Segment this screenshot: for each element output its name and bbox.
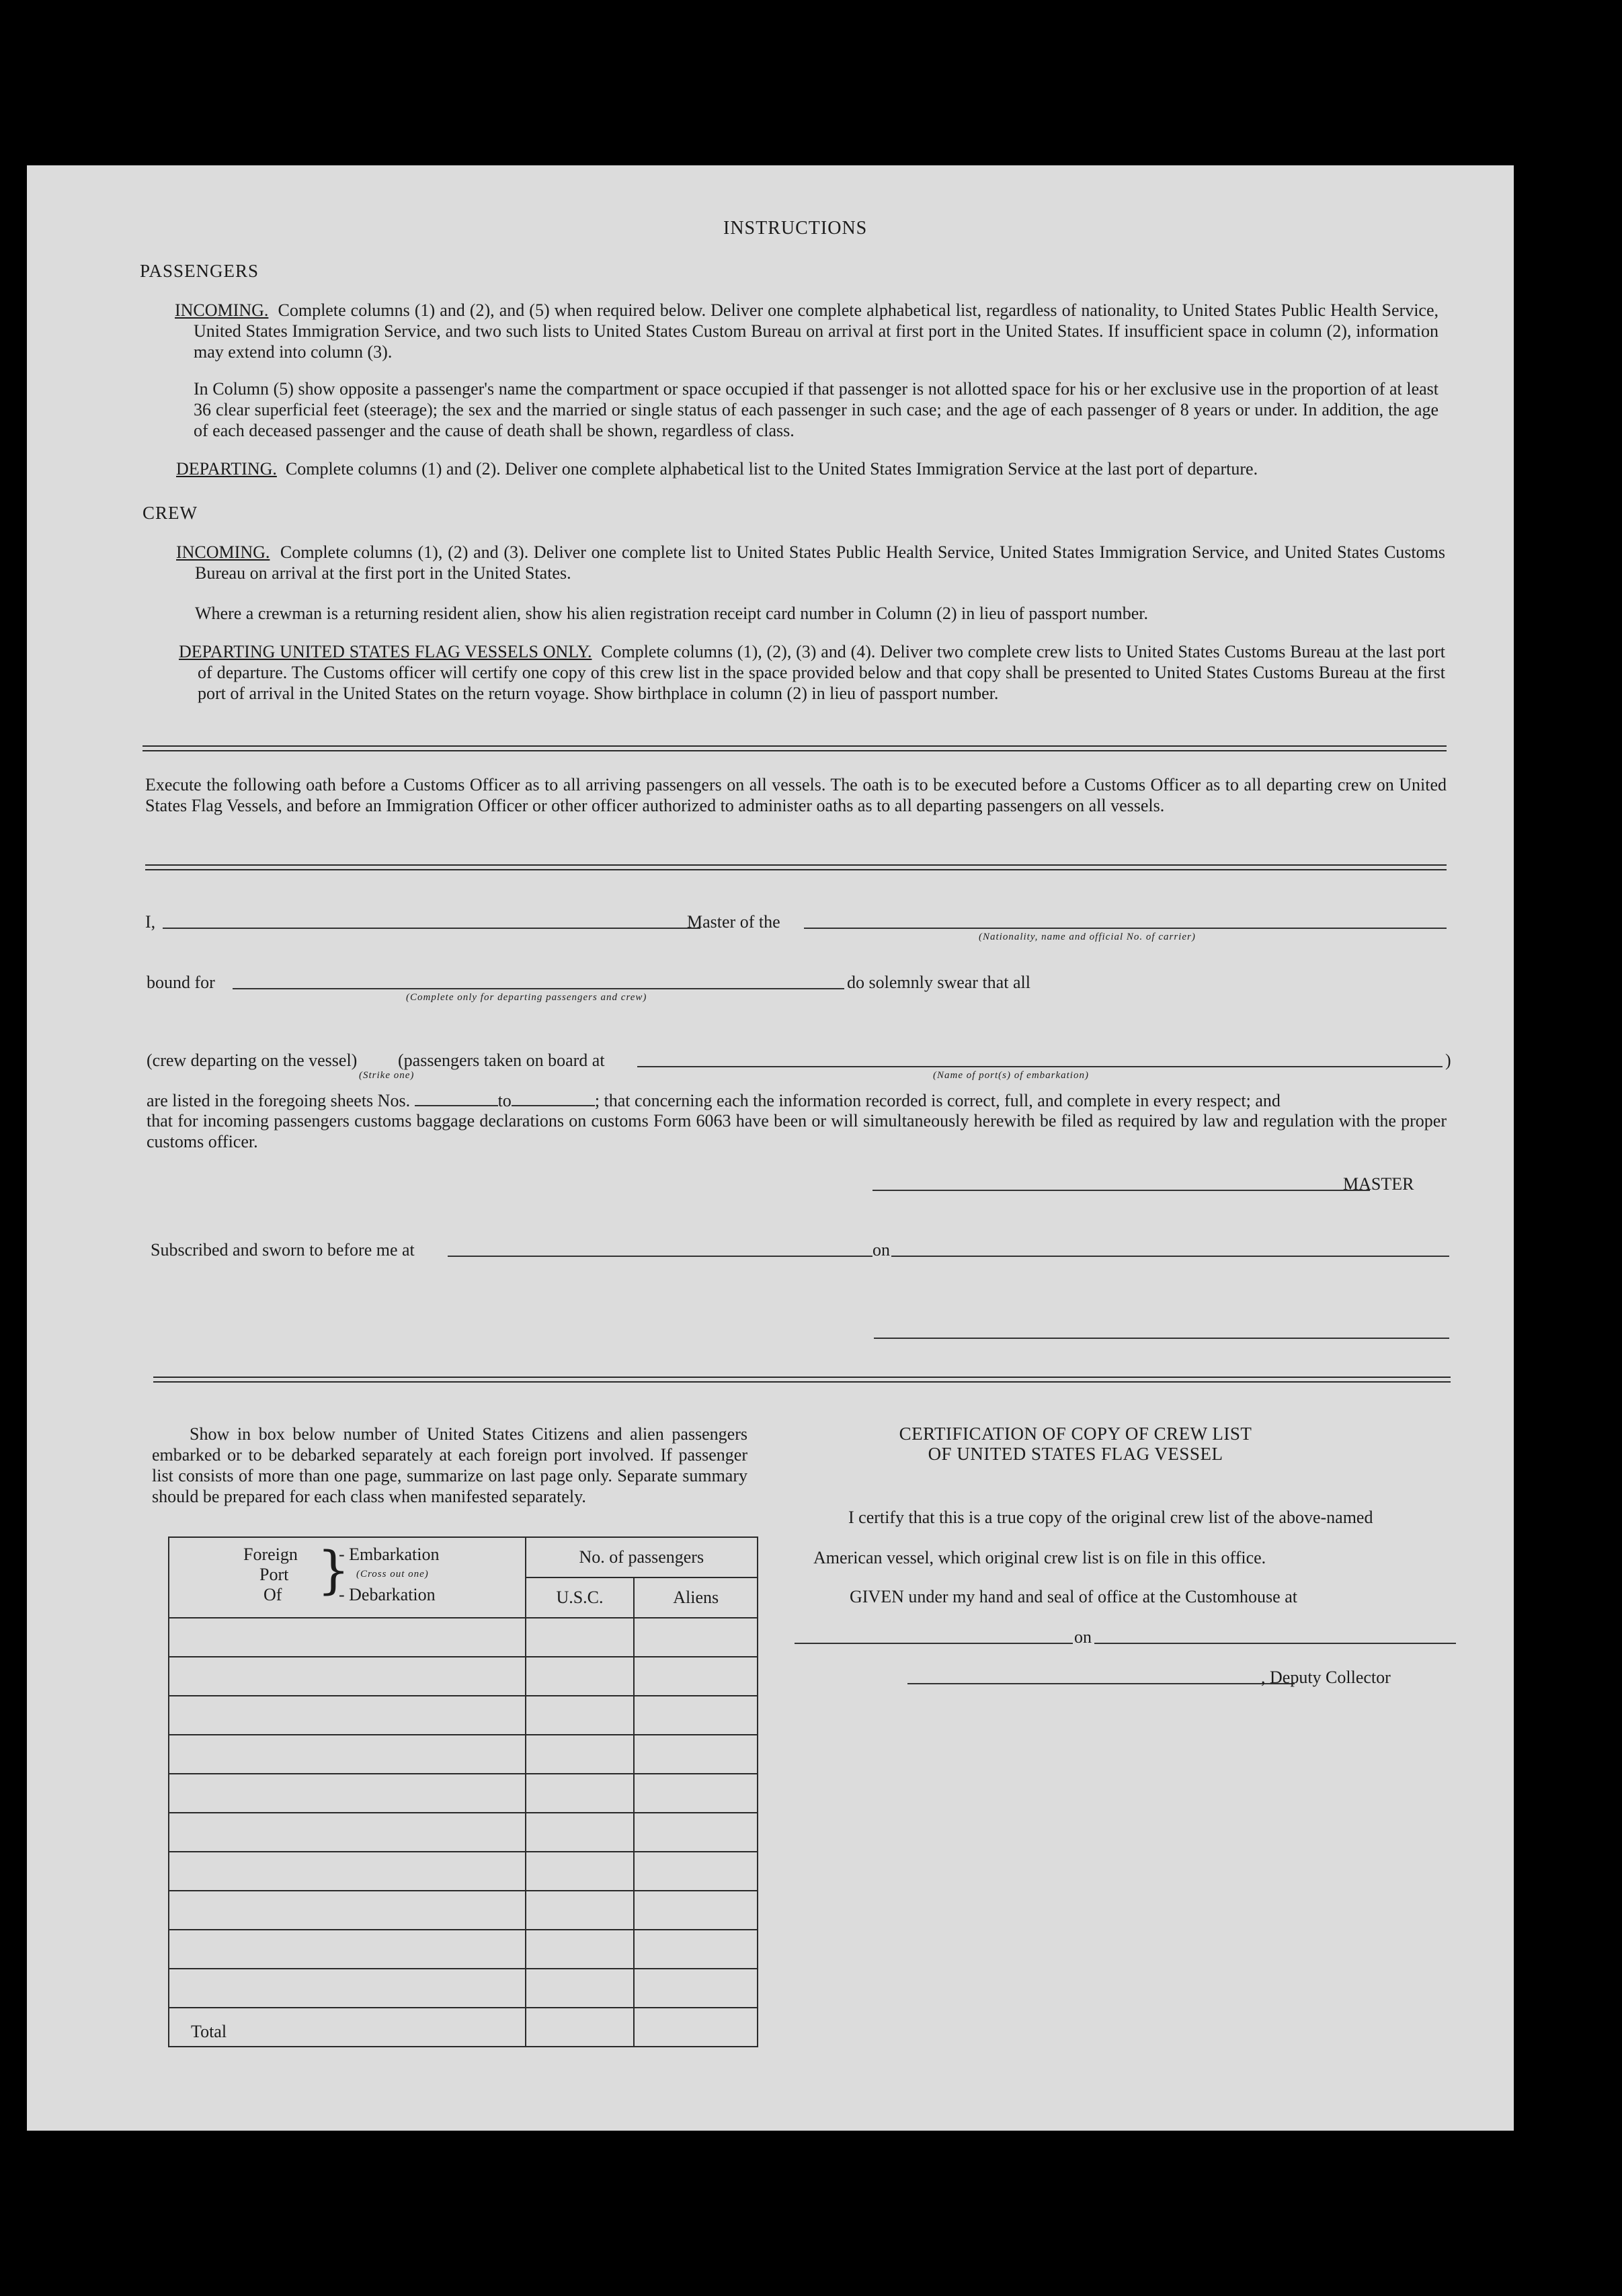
passengers-heading: PASSENGERS — [140, 261, 259, 281]
usc-cell[interactable] — [526, 1657, 635, 1696]
subscribed-label: Subscribed and sworn to before me at — [151, 1240, 415, 1260]
oath-i-label: I, — [145, 912, 156, 932]
deputy-collector-label: , Deputy Collector — [1261, 1668, 1391, 1687]
usc-cell[interactable] — [526, 1891, 635, 1930]
port-cell[interactable] — [169, 1735, 526, 1774]
crew-incoming-paragraph — [176, 542, 1445, 583]
table-row — [169, 1969, 758, 2008]
embarkation-port-line[interactable] — [637, 1066, 1443, 1067]
total-row — [169, 2008, 758, 2047]
usc-cell[interactable] — [526, 1696, 635, 1735]
passengers-departing-text: Complete columns (1) and (2). Deliver one complete alphabetical list to the United States Immigration Service at the last port of departure. — [285, 459, 1258, 479]
closing-paren: ) — [1445, 1051, 1451, 1070]
nationality-note: (Nationality, name and official No. of carrier) — [979, 932, 1196, 942]
aliens-cell[interactable] — [634, 1735, 758, 1774]
aliens-cell[interactable] — [634, 1813, 758, 1852]
strike-note: (Strike one) — [359, 1070, 415, 1081]
passengers-departing-paragraph — [176, 458, 1447, 479]
aliens-header: Aliens — [634, 1577, 758, 1618]
port-cell[interactable] — [169, 1618, 526, 1657]
passengers-taken-option: (passengers taken on board at — [398, 1051, 605, 1070]
to-label: to — [497, 1091, 512, 1110]
usc-cell[interactable] — [526, 1813, 635, 1852]
usc-cell[interactable] — [526, 1735, 635, 1774]
port-cell[interactable] — [169, 1813, 526, 1852]
sheet-from-line[interactable] — [415, 1092, 498, 1106]
master-name-line[interactable] — [163, 928, 700, 929]
crew-departing-paragraph — [179, 641, 1445, 704]
passengers-column5-paragraph: In Column (5) show opposite a passenger's name the compartment or space occupied if that passenger is not allotted space for his or her exclusive use in the proportion of at least 36 clear superficial feet (steerage); the sex and the married or single status of each passenger in such case; and the age of each passenger of 8 years or under. In addition, the age of each deceased passenger and the cause of death shall be shown, regardless of class. — [194, 379, 1438, 440]
of-label: Of — [263, 1585, 282, 1604]
crew-departing-text: Complete columns (1), (2), (3) and (4). Deliver two complete crew lists to United States Customs Bureau at the last port of departure. The Customs officer will certify one copy of this crew list in the space provided below and that copy shall be presented to United States Customs Bureau at the first port of arrival in the United States on the return voyage. Show birthplace in column (2) in lieu of passport number. — [198, 642, 1445, 703]
debarkation-label: - Debarkation — [339, 1585, 436, 1604]
certification-title-line-1: CERTIFICATION OF COPY OF CREW LIST — [899, 1424, 1252, 1444]
table-row — [169, 1930, 758, 1969]
master-of-label: Master of the — [687, 912, 780, 932]
sheet-to-line[interactable] — [512, 1092, 595, 1106]
port-cell[interactable] — [169, 1852, 526, 1891]
oath-intro-paragraph: Execute the following oath before a Customs Officer as to all arriving passengers on all vessels. The oath is to be executed before a Customs Officer as to all departing crew on United States Flag Vessels, and before an Immigration Officer or other officer authorized to administer oaths as to all departing passengers on all vessels. — [145, 775, 1447, 815]
usc-cell[interactable] — [526, 1852, 635, 1891]
subscribed-on-label: on — [873, 1240, 890, 1260]
summary-instructions: Show in box below number of United States Citizens and alien passengers embarked or to be debarked separately at each foreign port involved. If passenger list consists of more than one page, summarize on last page only. Separate summary should be prepared for each class when manifested separately. — [152, 1424, 747, 1506]
aliens-cell[interactable] — [634, 1930, 758, 1969]
ports-table — [168, 1536, 758, 2047]
embarkation-label: - Embarkation — [339, 1545, 440, 1564]
section-divider — [143, 745, 1447, 751]
listed-prefix: are listed in the foregoing sheets Nos. — [147, 1091, 411, 1110]
aliens-cell[interactable] — [634, 1969, 758, 2008]
aliens-total-cell[interactable] — [634, 2008, 758, 2047]
table-row — [169, 1696, 758, 1735]
carrier-line[interactable] — [804, 928, 1447, 929]
table-row — [169, 1618, 758, 1657]
passengers-incoming-text: Complete columns (1) and (2), and (5) when required below. Deliver one complete alphabetical list, regardless of nationality, to United States Public Health Service, United States Immigration Service, and two such lists to United States Custom Bureau on arrival at first port in the United States. If insufficient space in column (2), information may extend into column (3). — [194, 300, 1439, 362]
port-header-cell — [169, 1537, 526, 1618]
certify-line-1: I certify that this is a true copy of the original crew list of the above-named — [848, 1508, 1373, 1527]
port-cell[interactable] — [169, 1774, 526, 1813]
crew-departing-option: (crew departing on the vessel) — [147, 1051, 358, 1070]
aliens-cell[interactable] — [634, 1696, 758, 1735]
oath-divider — [145, 864, 1447, 870]
aliens-cell[interactable] — [634, 1852, 758, 1891]
master-label: MASTER — [1343, 1174, 1414, 1194]
usc-cell[interactable] — [526, 1774, 635, 1813]
port-cell[interactable] — [169, 1696, 526, 1735]
brace-icon: } — [317, 1540, 350, 1600]
listed-suffix: ; that concerning each the information recorded is correct, full, and complete in every respect; and — [594, 1091, 1281, 1110]
cert-on-label: on — [1074, 1627, 1092, 1647]
listed-rest: that for incoming passengers customs baggage declarations on customs Form 6063 have been or will simultaneously herewith be filed as required by law and regulation with the proper customs officer. — [147, 1111, 1447, 1151]
ports-note: (Name of port(s) of embarkation) — [933, 1070, 1089, 1081]
page-title: INSTRUCTIONS — [723, 218, 868, 239]
master-signature-line[interactable] — [873, 1190, 1370, 1191]
usc-cell[interactable] — [526, 1969, 635, 2008]
usc-cell[interactable] — [526, 1930, 635, 1969]
aliens-cell[interactable] — [634, 1891, 758, 1930]
usc-header: U.S.C. — [526, 1577, 635, 1618]
port-cell[interactable] — [169, 1891, 526, 1930]
passengers-incoming-label: INCOMING. — [175, 300, 269, 320]
certify-line-2: American vessel, which original crew list is on file in this office. — [813, 1548, 1266, 1567]
foreign-label: Foreign — [243, 1545, 298, 1564]
table-row — [169, 1657, 758, 1696]
crew-alien-paragraph: Where a crewman is a returning resident alien, show his alien registration receipt card number in Column (2) in lieu of passport number. — [195, 604, 1149, 623]
usc-cell[interactable] — [526, 1618, 635, 1657]
cert-date-line[interactable] — [1094, 1643, 1456, 1644]
lower-divider — [153, 1377, 1451, 1383]
total-label: Total — [169, 2008, 526, 2047]
bound-for-label: bound for — [147, 973, 215, 992]
crew-incoming-text: Complete columns (1), (2) and (3). Deliver one complete list to United States Public Health Service, United States Immigration Service, and United States Customs Bureau on arrival at the first port in the United States. — [195, 542, 1445, 583]
certification-title-line-2: OF UNITED STATES FLAG VESSEL — [928, 1444, 1223, 1464]
port-cell[interactable] — [169, 1969, 526, 2008]
passengers-header: No. of passengers — [526, 1537, 758, 1577]
subscribed-place-line[interactable] — [448, 1256, 873, 1257]
departing-note: (Complete only for departing passengers and crew) — [406, 992, 647, 1003]
crew-incoming-label: INCOMING. — [176, 542, 270, 562]
cross-out-note: (Cross out one) — [356, 1569, 429, 1580]
deputy-signature-line[interactable] — [907, 1683, 1295, 1684]
officer-signature-line[interactable] — [874, 1338, 1449, 1339]
form-page — [27, 165, 1514, 2131]
port-cell[interactable] — [169, 1657, 526, 1696]
aliens-cell[interactable] — [634, 1774, 758, 1813]
customhouse-line[interactable] — [795, 1643, 1073, 1644]
listed-line — [147, 1090, 1447, 1111]
passengers-departing-label: DEPARTING. — [176, 459, 277, 479]
port-cell[interactable] — [169, 1930, 526, 1969]
crew-heading: CREW — [143, 503, 198, 523]
certification-title — [820, 1424, 1331, 1464]
subscribed-date-line[interactable] — [891, 1256, 1449, 1257]
aliens-cell[interactable] — [634, 1618, 758, 1657]
bound-for-line[interactable] — [233, 988, 844, 989]
crew-departing-label: DEPARTING UNITED STATES FLAG VESSELS ONLY. — [179, 642, 592, 661]
table-row — [169, 1852, 758, 1891]
passengers-incoming-paragraph — [175, 300, 1438, 362]
table-row — [169, 1891, 758, 1930]
swear-label: do solemnly swear that all — [847, 973, 1030, 992]
given-line: GIVEN under my hand and seal of office at the Customhouse at — [850, 1587, 1297, 1606]
usc-total-cell[interactable] — [526, 2008, 635, 2047]
table-row — [169, 1735, 758, 1774]
aliens-cell[interactable] — [634, 1657, 758, 1696]
table-row — [169, 1813, 758, 1852]
port-label: Port — [259, 1565, 289, 1584]
table-row — [169, 1774, 758, 1813]
